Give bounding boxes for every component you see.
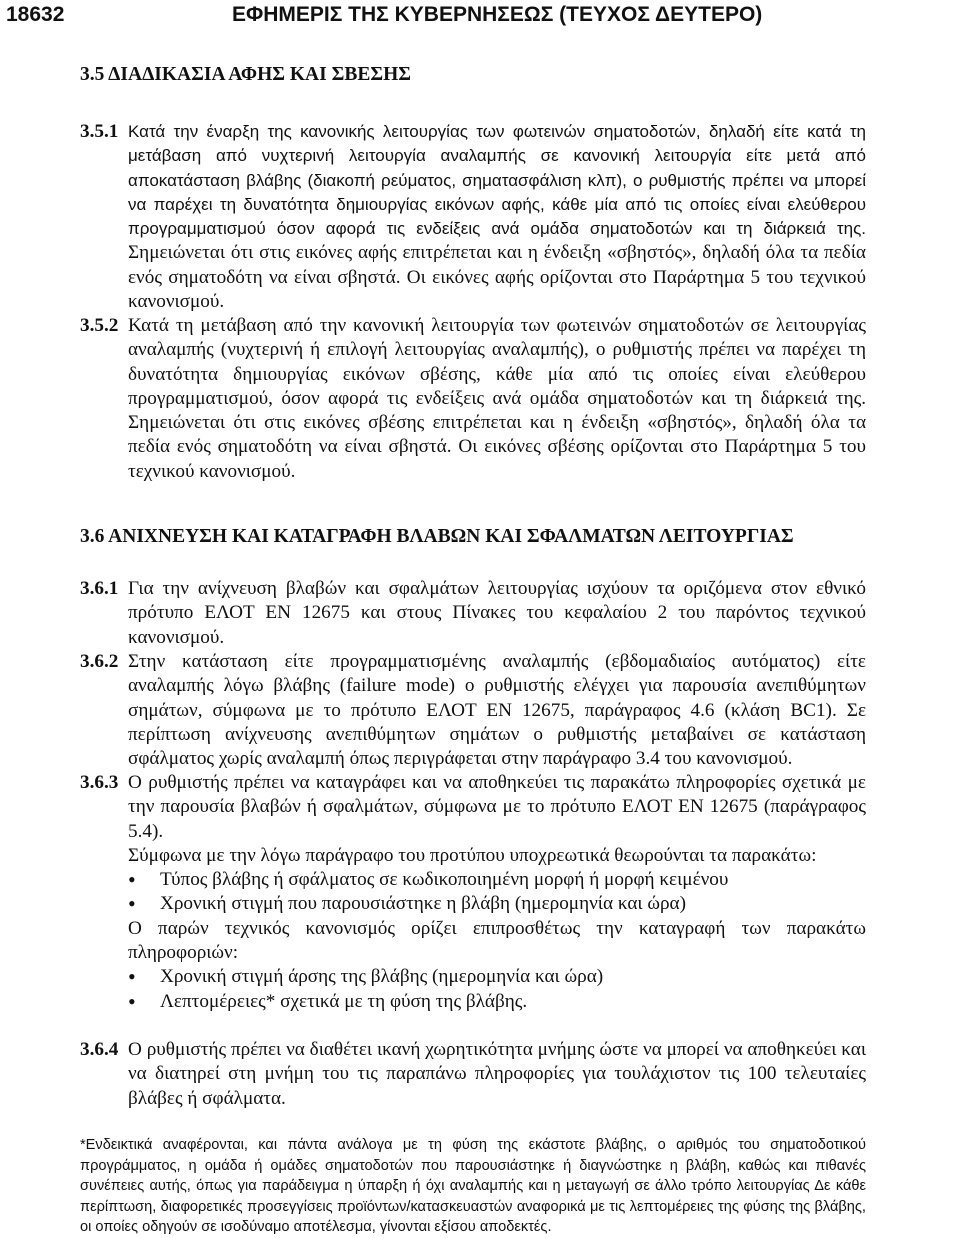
paragraph-text-b: Σύμφωνα με την λόγω παράγραφο του προτύπου υποχρεωτικά θεωρούνται τα παρακάτω:	[128, 844, 817, 866]
bullet-list-b	[128, 965, 866, 1014]
paragraph-3-5-1	[80, 120, 866, 314]
list-item: • Χρονική στιγμή άρσης της βλάβης (ημερομηνία και ώρα)	[128, 965, 866, 989]
bullet-list-a	[128, 868, 866, 917]
list-item: • Λεπτομέρειες* σχετικά με τη φύση της βλάβης.	[128, 990, 866, 1014]
paragraph-text: Στην κατάσταση είτε προγραμματισμένης αναλαμπής (εβδομαδιαίος αυτόματος) είτε αναλαμπής λόγω βλάβης (failure mode) ο ρυθμιστής ελέγχει για παρουσία ανεπιθύμητων σημάτων, σύμφωνα με το πρότυπο ΕΛΟΤ ΕΝ 12675, παράγραφος 4.6 (κλάση BC1). Σε περίπτωση ανίχνευσης ανεπιθύμητων σημάτων ο ρυθμιστής μεταβαίνει σε κατάσταση σφάλματος χωρίς αναλαμπή όπως περιγράφεται στην παράγραφο 3.4 του κανονισμού.	[128, 651, 866, 770]
paragraph-text: Κατά την έναρξη της κανονικής λειτουργίας των φωτεινών σηματοδοτών, δηλαδή είτε κατά τη μετάβαση από νυχτερινή λειτουργία αναλαμπής σε κανονική λειτουργία είτε μετά από αποκατάσταση βλάβης (διακοπή ρεύματος, σηματασφάλιση κλπ), ο ρυθμιστής πρέπει να μπορεί να παρέχει τη δυνατότητα δημιουργίας εικόνων αφής, κάθε μία από τις οποίες είναι ελεύθερου προγραμματισμού όσον αφορά τις ενδείξεις ανά ομάδα σηματοδοτών και τη διάρκειά της.	[128, 122, 866, 239]
page-number: 18632	[6, 3, 65, 26]
list-item: • Τύπος βλάβης ή σφάλματος σε κωδικοποιημένη μορφή ή μορφή κειμένου	[128, 868, 866, 892]
paragraph-number: 3.6.1	[80, 578, 119, 599]
footnote: *Ενδεικτικά αναφέρονται, και πάντα ανάλογα με τη φύση της εκάστοτε βλάβης, ο αριθμός του σηματοδοτικού προγράμματος, η ομάδα ή ομάδες σηματοδοτών που παρουσιάστηκε ή διαγνώστηκε η βλάβη, καθώς και πιθανές συνέπειες αυτής, όπως για παράδειγμα η ύπαρξη ή όχι αναλαμπής και η μεταγωγή σε άλλο τρόπο λειτουργίας Δε κάθε περίπτωση, διαφορετικές προσεγγίσεις προϊόντων/κατασκευαστών αναφορικά με τις λεπτομέρειες της φύσης της βλάβης, οι οποίες οδηγούν σε ισοδύναμο αποτέλεσμα, γίνονται εξίσου αποδεκτές.	[80, 1137, 866, 1236]
paragraph-text-c: Ο παρών τεχνικός κανονισμός ορίζει επιπροσθέτως την καταγραφή των παρακάτω πληροφοριών:	[128, 917, 866, 964]
paragraph-text: Κατά τη μετάβαση από την κανονική λειτουργία των φωτεινών σηματοδοτών σε λειτουργίας αναλαμπής (νυχτερινή ή επιλογή λειτουργίας αναλαμπής), ο ρυθμιστής πρέπει να παρέχει τη δυνατότητα δημιουργίας εικόνων σβέσης, κάθε μία από τις οποίες είναι ελεύθερου προγραμματισμού, όσον αφορά τις ενδείξεις ανά ομάδα σηματοδοτών και τη διάρκειά της. Σημειώνεται ότι στις εικόνες σβέσης επιτρέπεται και η ένδειξη «σβηστός», δηλαδή όλα τα πεδία ενός σηματοδότη να είναι σβηστά. Οι εικόνες σβέσης ορίζονται στο Παράρτημα 5 του τεχνικού κανονισμού.	[128, 315, 866, 482]
paragraph-3-6-1	[80, 577, 866, 650]
gazette-title: ΕΦΗΜΕΡΙΣ ΤΗΣ ΚΥΒΕΡΝΗΣΕΩΣ (ΤΕΥΧΟΣ ΔΕΥΤΕΡΟ)	[232, 3, 763, 26]
paragraph-number: 3.6.3	[80, 772, 119, 793]
gazette-header	[0, 0, 960, 34]
paragraph-text: Ο ρυθμιστής πρέπει να καταγράφει και να αποθηκεύει τις παρακάτω πληροφορίες σχετικά με την παρουσία βλαβών ή σφαλμάτων, σύμφωνα με το πρότυπο ΕΛΟΤ ΕΝ 12675 (παράγραφος 5.4).	[128, 772, 866, 842]
paragraph-3-5-2	[80, 314, 866, 484]
list-item: • Χρονική στιγμή που παρουσιάστηκε η βλάβη (ημερομηνία και ώρα)	[128, 892, 866, 916]
paragraph-number: 3.6.4	[80, 1039, 119, 1060]
paragraph-3-6-3	[80, 771, 866, 1014]
paragraph-3-6-2	[80, 650, 866, 771]
paragraph-3-6-4	[80, 1038, 866, 1111]
paragraph-number: 3.5.1	[80, 121, 119, 142]
paragraph-number: 3.6.2	[80, 651, 119, 672]
paragraph-number: 3.5.2	[80, 315, 119, 336]
paragraph-text-continued: Σημειώνεται ότι στις εικόνες αφής επιτρέπεται και η ένδειξη «σβηστός», δηλαδή όλα τα πεδία ενός σηματοδότη να είναι σβηστά. Οι εικόνες αφής ορίζονται στο Παράρτημα 5 του τεχνικού κανονισμού.	[128, 242, 866, 313]
section-heading-3-6: 3.6 ΑΝΙΧΝΕΥΣΗ ΚΑΙ ΚΑΤΑΓΡΑΦΗ ΒΛΑΒΩΝ ΚΑΙ ΣΦΑΛΜΑΤΩΝ ΛΕΙΤΟΥΡΓΙΑΣ	[80, 526, 794, 547]
paragraph-text: Ο ρυθμιστής πρέπει να διαθέτει ικανή χωρητικότητα μνήμης ώστε να μπορεί να αποθηκεύει και να διατηρεί στη μνήμη του τις παραπάνω πληροφορίες για τουλάχιστον τις 100 τελευταίες βλάβες ή σφάλματα.	[128, 1039, 866, 1109]
paragraph-text: Για την ανίχνευση βλαβών και σφαλμάτων λειτουργίας ισχύουν τα οριζόμενα στον εθνικό πρότυπο ΕΛΟΤ ΕΝ 12675 και στους Πίνακες του κεφαλαίου 2 του παρόντος τεχνικού κανονισμού.	[128, 578, 866, 648]
section-heading-3-5: 3.5 ΔΙΑΔΙΚΑΣΙΑ ΑΦΗΣ ΚΑΙ ΣΒΕΣΗΣ	[80, 64, 412, 85]
